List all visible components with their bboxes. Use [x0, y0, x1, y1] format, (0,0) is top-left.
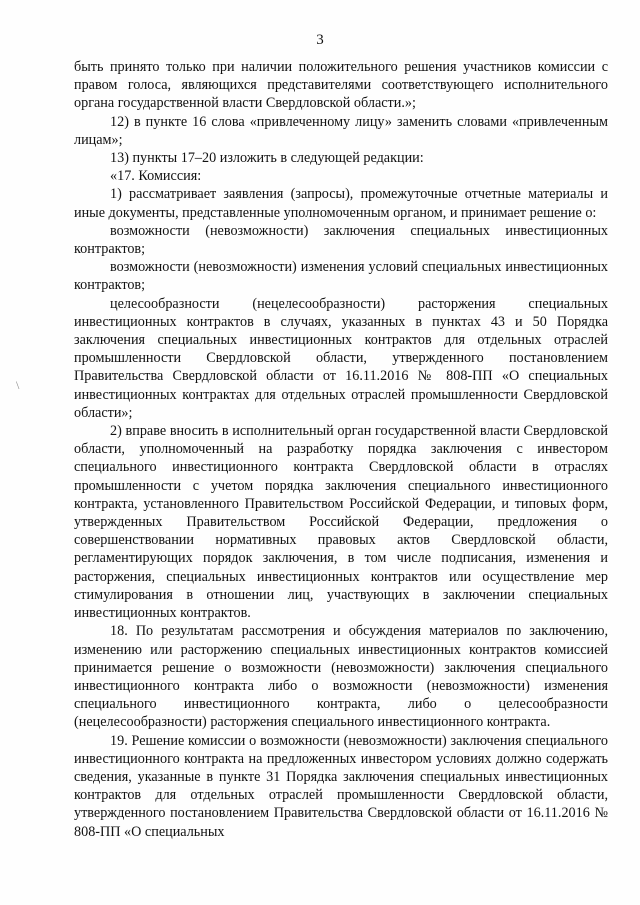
paragraph: быть принято только при наличии положительного решения участников комиссии с правом голоса, являющихся представителями соответствующего исполнительного органа государственной власти Свердловской области.»; — [74, 59, 608, 112]
paragraph: 18. По результатам рассмотрения и обсуждения материалов по заключению, изменению или расторжению специальных инвестиционных контрактов комиссией принимается решение о возможности (невозможности) заключения специального инвестиционного контракта либо о возможности (невозможности) изменения специального инвестиционного контракта, либо о целесообразности (нецелесообразности) расторжения специального инвестиционного контракта. — [74, 623, 608, 731]
paragraph: «17. Комиссия: — [110, 168, 202, 185]
paragraph: 2) вправе вносить в исполнительный орган государственной власти Свердловской области, уполномоченный на разработку порядка заключения с инвестором специального инвестиционного контракта Свердловской области в отраслях промышленности с учетом порядка заключения специального инвестиционного контракта, установленного Правительством Российской Федерации, и типовых форм, утвержденных Правительством Российской Федерации, предложения о совершенствовании нормативных правовых актов Свердловской области, регламентирующих порядок заключения, в том числе подписания, изменения и расторжения, специальных инвестиционных контрактов или осуществление мер стимулирования в отношении лиц, участвующих в заключении специальных инвестиционных контрактов. — [74, 423, 608, 622]
paragraph: возможности (невозможности) изменения условий специальных инвестиционных контрактов; — [74, 259, 608, 294]
paragraph: 13) пункты 17–20 изложить в следующей редакции: — [110, 150, 424, 167]
paragraph: 19. Решение комиссии о возможности (невозможности) заключения специального инвестиционного контракта на предложенных инвестором условиях должно содержать сведения, указанные в пункте 31 Порядка заключения специальных инвестиционных контрактов для отдельных отраслей промышленности Свердловской области, утвержденного постановлением Правительства Свердловской области от 16.11.2016 № 808-ПП «О специальных — [74, 732, 608, 840]
page-number: 3 — [316, 32, 324, 48]
paragraph: 1) рассматривает заявления (запросы), промежуточные отчетные материалы и иные документы, представленные уполномоченным органом, и принимает решение о: — [74, 186, 608, 221]
paragraph: 12) в пункте 16 слова «привлеченному лицу» заменить словами «привлеченным лицам»; — [74, 113, 608, 148]
paragraph: возможности (невозможности) заключения специальных инвестиционных контрактов; — [74, 222, 608, 258]
document-body — [74, 58, 608, 841]
paragraph: целесообразности (нецелесообразности) расторжения специальных инвестиционных контрактов в случаях, указанных в пунктах 43 и 50 Порядка заключения специальных инвестиционных контрактов для отдельных отраслей промышленности Свердловской области, утвержденного постановлением Правительства Свердловской области от 16.11.2016 № 808-ПП «О специальных инвестиционных контрактах для отдельных отраслей промышленности Свердловской области»; — [74, 295, 608, 421]
margin-mark: \ — [16, 378, 20, 392]
